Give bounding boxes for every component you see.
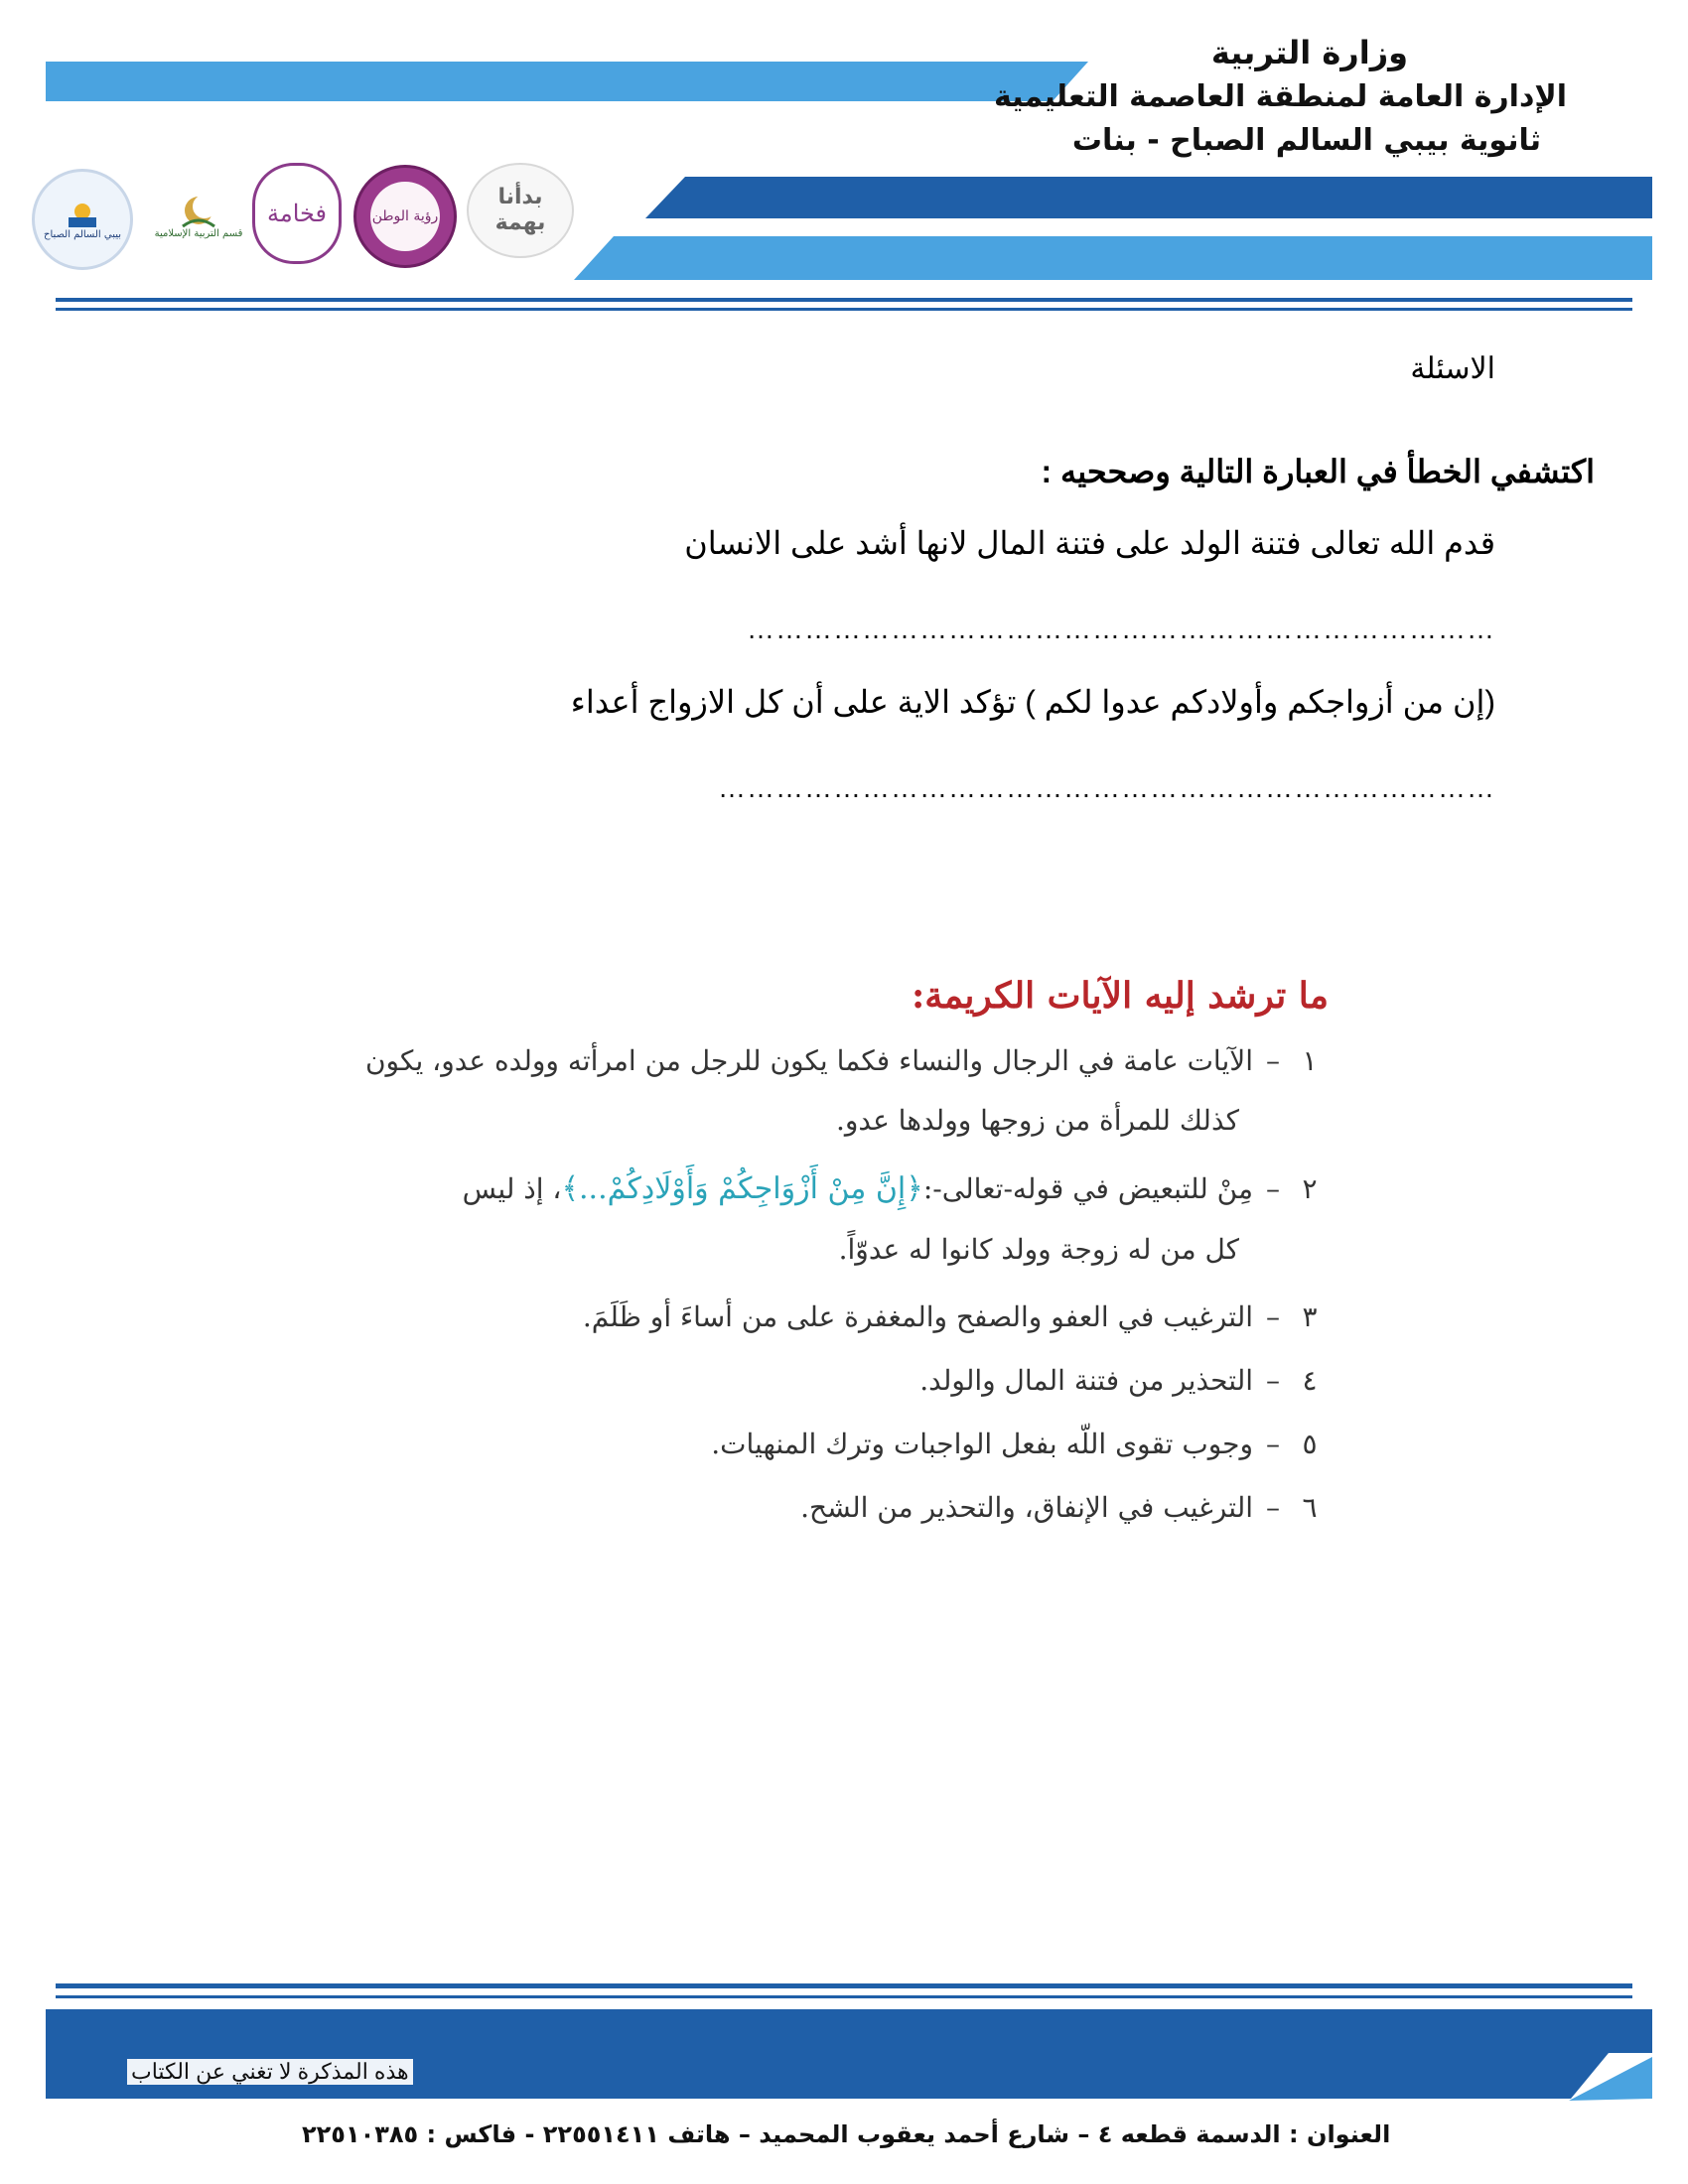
footer-note: هذه المذكرة لا تغني عن الكتاب bbox=[127, 2059, 413, 2085]
school-logo: بيبي السالم الصباح bbox=[32, 169, 133, 270]
guidance-item-2 bbox=[463, 1171, 1327, 1206]
answer-line-1[interactable]: …………………………………………………………………… bbox=[747, 614, 1495, 644]
guidance-text: الآيات عامة في الرجال والنساء فكما يكون للرجل من امرأته وولده عدو، يكون bbox=[364, 1044, 1253, 1077]
fakhama-logo: فخامة bbox=[252, 163, 342, 264]
guidance-item-4 bbox=[919, 1364, 1327, 1397]
guidance-dash: – bbox=[1266, 1044, 1280, 1077]
guidance-number: ٥ bbox=[1302, 1428, 1318, 1460]
sun-book-icon bbox=[63, 200, 102, 229]
guidance-item-6 bbox=[800, 1491, 1327, 1524]
guidance-dash: – bbox=[1266, 1428, 1280, 1460]
bedayatna-logo: بدأنا بهمة bbox=[467, 163, 574, 258]
instruction-text: اكتشفي الخطأ في العبارة التالية وصححيه : bbox=[1041, 454, 1595, 489]
guidance-number: ٢ bbox=[1302, 1172, 1318, 1205]
guidance-text-post: ، إذ ليس bbox=[462, 1172, 562, 1205]
guidance-dash: – bbox=[1266, 1172, 1280, 1205]
jewel-logo: رؤية الوطن bbox=[353, 165, 457, 268]
guidance-dash: – bbox=[1266, 1300, 1280, 1333]
guidance-dash: – bbox=[1266, 1491, 1280, 1524]
answer-line-2[interactable]: ……………………………………………………………………… bbox=[718, 772, 1495, 803]
guidance-text: الترغيب في الإنفاق، والتحذير من الشح. bbox=[800, 1491, 1253, 1524]
guidance-text: الترغيب في العفو والصفح والمغفرة على من أساءَ أو ظَلَمَ. bbox=[582, 1300, 1253, 1333]
question-statement-1: قدم الله تعالى فتنة الولد على فتنة المال لانها أشد على الانسان bbox=[684, 525, 1495, 561]
guidance-number: ٦ bbox=[1302, 1491, 1318, 1524]
school-name: ثانوية بيبي السالم الصباح - بنات bbox=[1071, 123, 1541, 158]
guidance-item-2-cont: كل من له زوجة وولد كانوا له عدوّاً. bbox=[838, 1233, 1239, 1266]
footer-rule-2 bbox=[56, 1995, 1632, 1998]
islamic-dept-logo: قسم التربية الإسلامية bbox=[149, 159, 248, 272]
directorate-name: الإدارة العامة لمنطقة العاصمة التعليمية bbox=[993, 79, 1567, 114]
guidance-number: ١ bbox=[1302, 1044, 1318, 1077]
question-statement-2: (إن من أزواجكم وأولادكم عدوا لكم ) تؤكد الاية على أن كل الازواج أعداء bbox=[570, 684, 1495, 720]
guidance-item-3 bbox=[583, 1300, 1327, 1333]
header-rule-1 bbox=[56, 298, 1632, 302]
guidance-text: التحذير من فتنة المال والولد. bbox=[919, 1364, 1253, 1397]
guidance-item-1-cont: كذلك للمرأة من زوجها وولدها عدو. bbox=[835, 1104, 1239, 1137]
header-rule-2 bbox=[56, 308, 1632, 311]
guidance-text: مِنْ للتبعيض في قوله-تعالى-: bbox=[922, 1172, 1253, 1205]
guidance-number: ٤ bbox=[1302, 1364, 1318, 1397]
crescent-icon bbox=[179, 193, 218, 228]
guidance-item-5 bbox=[711, 1428, 1327, 1460]
footer-address: العنوان : الدسمة قطعه ٤ – شارع أحمد يعقوب المحميد – هاتف ٢٢٥٥١٤١١ - فاكس : ٢٢٥١٠٣٨٥ bbox=[302, 2120, 1391, 2148]
guidance-dash: – bbox=[1266, 1364, 1280, 1397]
ministry-name: وزارة التربية bbox=[1210, 34, 1408, 71]
guidance-number: ٣ bbox=[1302, 1300, 1318, 1333]
footer-rule-1 bbox=[56, 1983, 1632, 1988]
quran-verse: ﴿إِنَّ مِنْ أَزْوَاجِكُمْ وَأَوْلَادِكُمْ...﴾ bbox=[561, 1171, 923, 1206]
guidance-text: وجوب تقوى اللّه بفعل الواجبات وترك المنهيات. bbox=[711, 1428, 1253, 1460]
guidance-item-1 bbox=[365, 1044, 1327, 1077]
questions-heading: الاسئلة bbox=[1410, 352, 1495, 385]
guidance-title: ما ترشد إليه الآيات الكريمة: bbox=[911, 975, 1329, 1017]
